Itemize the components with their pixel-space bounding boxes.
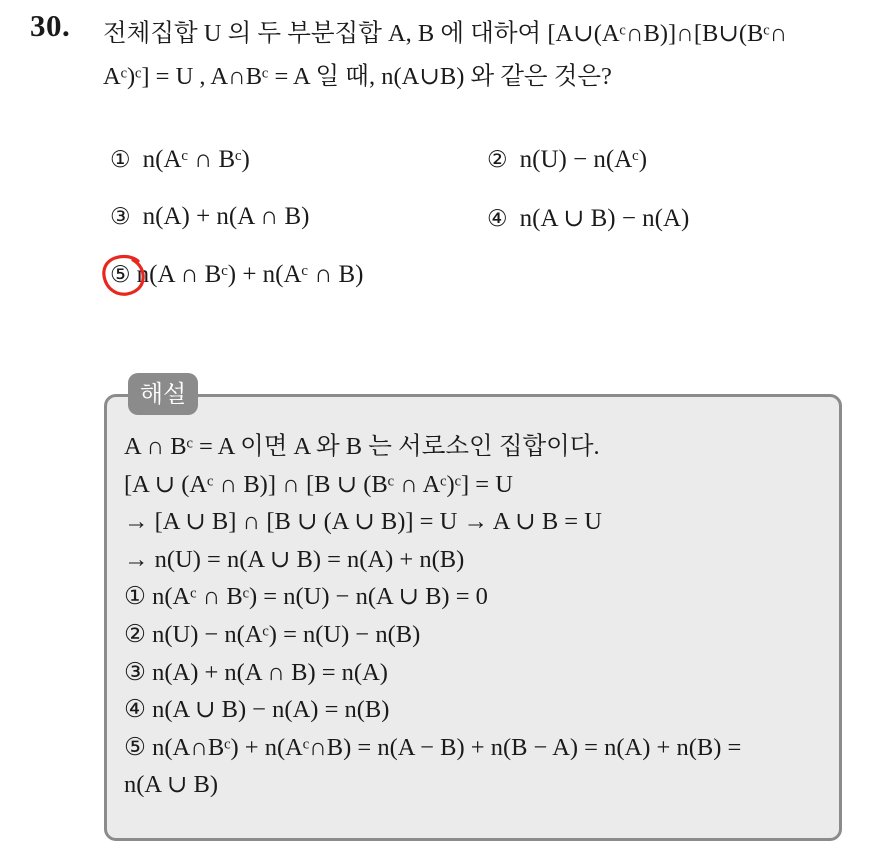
choice-4-number: ④ [487, 206, 508, 232]
choice-5-expression: n(A ∩ Bᶜ) + n(Aᶜ ∩ B) [136, 261, 364, 288]
choice-4-expression: n(A ∪ B) − n(A) [519, 205, 690, 232]
choice-5-number: ⑤ [110, 262, 131, 288]
question-number: 30. [30, 8, 71, 43]
choice-3-number: ③ [110, 204, 131, 230]
choice-1[interactable] [110, 146, 250, 174]
solution-line: ⑤ n(A∩Bᶜ) + n(Aᶜ∩B) = n(A − B) + n(B − A) = n(A) + n(B) = [124, 733, 742, 761]
solution-line: n(A ∪ B) [124, 771, 219, 799]
choice-2-expression: n(U) − n(Aᶜ) [519, 146, 648, 173]
solution-line: → n(U) = n(A ∪ B) = n(A) + n(B) [124, 545, 465, 573]
choice-1-expression: n(Aᶜ ∩ Bᶜ) [142, 146, 250, 173]
solution-line: [A ∪ (Aᶜ ∩ B)] ∩ [B ∪ (Bᶜ ∩ Aᶜ)ᶜ] = U [124, 470, 513, 498]
choice-3-expression: n(A) + n(A ∩ B) [142, 203, 310, 230]
solution-text [124, 428, 834, 804]
choice-2[interactable] [487, 146, 647, 174]
solution-line: ③ n(A) + n(A ∩ B) = n(A) [124, 658, 388, 686]
solution-line: ① n(Aᶜ ∩ Bᶜ) = n(U) − n(A ∪ B) = 0 [124, 583, 488, 611]
question-line-1: 전체집합 U 의 두 부분집합 A, B 에 대하여 [A∪(Aᶜ∩B)]∩[B∪(Bᶜ∩ [103, 20, 788, 47]
choice-3[interactable] [110, 203, 309, 231]
question-line-2: Aᶜ)ᶜ] = U , A∩Bᶜ = A 일 때, n(A∪B) 와 같은 것은? [103, 63, 612, 90]
choice-1-number: ① [110, 147, 131, 173]
solution-label: 해설 [128, 373, 198, 415]
answer-circle-mark [100, 252, 150, 298]
solution-line: A ∩ Bᶜ = A 이면 A 와 B 는 서로소인 집합이다. [124, 433, 600, 460]
solution-line: → [A ∪ B] ∩ [B ∪ (A ∪ B)] = U → A ∪ B = U [124, 508, 602, 536]
solution-line: ② n(U) − n(Aᶜ) = n(U) − n(B) [124, 620, 421, 648]
answer-circle-stroke [104, 256, 143, 294]
choice-2-number: ② [487, 147, 508, 173]
question-text [103, 12, 873, 98]
solution-line: ④ n(A ∪ B) − n(A) = n(B) [124, 696, 390, 724]
choice-4[interactable] [487, 203, 689, 233]
